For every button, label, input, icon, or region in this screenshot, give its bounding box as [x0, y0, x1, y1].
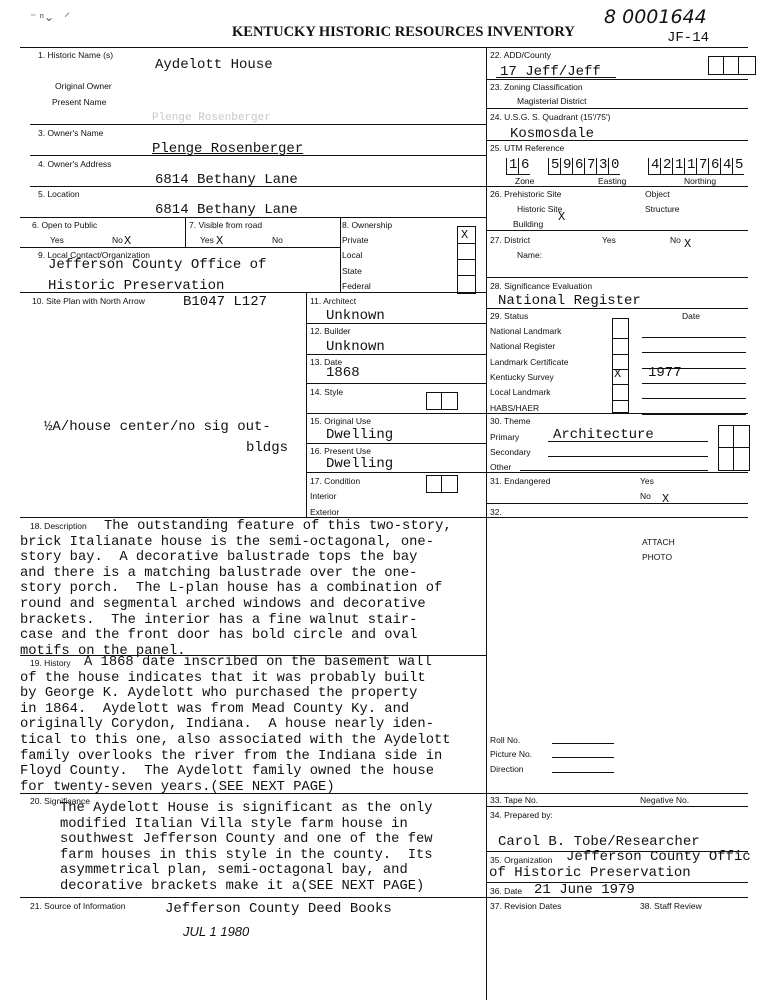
center-divider	[486, 47, 487, 1000]
present-name[interactable]: Plenge Rosenberger	[152, 112, 271, 124]
rule	[548, 441, 708, 442]
present-use[interactable]: Dwelling	[326, 456, 394, 472]
usgs-quadrant[interactable]: Kosmosdale	[510, 126, 595, 142]
rule	[20, 897, 748, 898]
rule	[552, 743, 614, 744]
status-item: Local Landmark	[490, 387, 551, 398]
status-kentucky-year[interactable]: 1977	[648, 365, 682, 381]
status-checkbox-column	[612, 318, 629, 413]
status-item: Landmark Certificate	[490, 356, 569, 367]
field-18-label: 18. Description	[30, 521, 87, 531]
field-27-label: 27. District	[490, 235, 531, 245]
utm-easting-digit[interactable]: 6	[572, 158, 584, 175]
field-14-label: 14. Style	[310, 387, 344, 397]
source-of-information[interactable]: Jefferson County Deed Books	[165, 901, 392, 917]
endangered-mark[interactable]: X	[662, 492, 670, 506]
status-item: Kentucky Survey	[490, 371, 554, 382]
corner-marks: ⁻ ⁿ⌄ ⸍	[30, 10, 71, 24]
style-boxes	[426, 392, 458, 410]
field-37-label: 37. Revision Dates	[490, 901, 562, 911]
status-kentucky-mark[interactable]: X	[614, 367, 622, 381]
field-20-label: 20. Significance	[30, 796, 91, 806]
status-date-line	[642, 352, 746, 353]
roll-label: Roll No.	[490, 735, 521, 745]
add-county-boxes	[708, 56, 756, 75]
condition-interior: Interior	[310, 491, 337, 501]
organization-line1[interactable]: Jefferson County Offic	[566, 849, 751, 865]
endangered-no: No	[640, 491, 651, 501]
site-building: Building	[513, 219, 544, 229]
field-12-label: 12. Builder	[310, 326, 351, 336]
condition-exterior: Exterior	[310, 507, 340, 517]
rule	[486, 277, 748, 278]
open-public-yes: Yes	[50, 235, 64, 245]
serial-number: 8 0001644	[604, 6, 707, 28]
utm-easting-digit[interactable]: 9	[560, 158, 572, 175]
field-3b-label: 3. Owner's Name	[38, 128, 104, 138]
attach-photo-1: ATTACH	[642, 537, 675, 547]
theme-primary[interactable]: Architecture	[553, 427, 654, 443]
rule	[306, 413, 486, 414]
significance-evaluation[interactable]: National Register	[498, 293, 641, 309]
description-text[interactable]: The outstanding feature of this two-story, brick Italianate house is the semi-octagonal, one- story bay. A decorative balustrade tops the bay and there is a matching balustrade over the one- story porch. The L-plan house has a combination of round and segmental arched windows and decorative brackets. The interior has a fine walnut stair- case and the front door has bold circle and oval motifs on the panel.	[20, 519, 452, 659]
utm-northing-digit[interactable]: 1	[684, 158, 696, 175]
field-38-label: 38. Staff Review	[640, 901, 702, 911]
status-date-line	[642, 398, 746, 399]
visible-road-mark[interactable]: X	[216, 234, 224, 248]
prepared-date[interactable]: 21 June 1979	[534, 882, 635, 898]
original-use[interactable]: Dwelling	[326, 427, 394, 443]
rule	[520, 470, 708, 471]
district-mark[interactable]: X	[684, 237, 692, 251]
picture-label: Picture No.	[490, 749, 533, 759]
rule	[457, 243, 475, 244]
top-border	[20, 47, 748, 48]
field-30-label: 30. Theme	[490, 416, 531, 426]
field-31-label: 31. Endangered	[490, 476, 551, 486]
ownership-local: Local	[342, 250, 363, 260]
rule	[306, 443, 486, 444]
form-title: KENTUCKY HISTORIC RESOURCES INVENTORY	[232, 24, 575, 40]
field-8-label: 8. Ownership	[342, 220, 393, 230]
ownership-federal: Federal	[342, 281, 371, 291]
field-19-label: 19. History	[30, 658, 71, 668]
rule	[20, 247, 340, 248]
field-15-label: 15. Original Use	[310, 416, 371, 426]
rule	[486, 108, 748, 109]
rule	[486, 503, 748, 504]
local-contact-line1[interactable]: Jefferson County Office of	[48, 257, 267, 273]
field-2-label: Original Owner	[55, 81, 112, 91]
utm-easting-digit[interactable]: 0	[608, 158, 620, 175]
history-text[interactable]: A 1868 date inscribed on the basement wall of the house indicates that it was probably built by George K. Aydelott who purchased the property in 1864. Aydelott was from Mead County Ky. and originally Corydon, Indiana. A house nearly iden- tical to this one, also associated with the Aydelott family overlooks the river from the Indiana side in Floyd County. The Aydelott family owned the house for twenty-seven years.(SEE NEXT PAGE)	[20, 655, 451, 795]
visible-road-yes: Yes	[200, 235, 214, 245]
rule	[486, 230, 748, 231]
field-28-label: 28. Significance Evaluation	[490, 281, 593, 291]
rule	[548, 456, 708, 457]
rule	[552, 772, 614, 773]
utm-northing-digit[interactable]: 4	[648, 158, 660, 175]
owner-address[interactable]: 6814 Bethany Lane	[155, 172, 298, 188]
theme-other-label: Other	[490, 462, 512, 472]
field-23b-label: Magisterial District	[517, 96, 587, 106]
status-item: HABS/HAER	[490, 402, 540, 413]
field-1-label: 1. Historic Name (s)	[38, 50, 114, 60]
owner-name[interactable]: Plenge Rosenberger	[152, 141, 304, 157]
site-building-mark[interactable]: X	[558, 210, 566, 224]
field-25-label: 25. UTM Reference	[490, 143, 565, 153]
direction-label: Direction	[490, 764, 524, 774]
rule	[340, 217, 341, 292]
field-21-label: 21. Source of Information	[30, 901, 126, 911]
field-5-label: 5. Location	[38, 189, 80, 199]
utm-northing-digit[interactable]: 6	[708, 158, 720, 175]
organization-line2[interactable]: of Historic Preservation	[489, 865, 691, 881]
field-22-label: 22. ADD/County	[490, 50, 551, 60]
field-10-label: 10. Site Plan with North Arrow	[32, 296, 145, 306]
rule	[552, 757, 614, 758]
field-13-label: 13. Date	[310, 357, 343, 367]
site-plan-note-1[interactable]: ½A/house center/no sig out-	[44, 419, 271, 435]
rule	[496, 77, 616, 78]
rule	[486, 806, 748, 807]
theme-secondary-label: Secondary	[490, 447, 531, 457]
rule	[457, 259, 475, 260]
utm-easting-label: Easting	[598, 176, 627, 186]
received-stamp: JUL 1 1980	[183, 924, 250, 939]
rule	[441, 475, 442, 492]
historic-name[interactable]: Aydelott House	[155, 57, 273, 73]
site-object: Object	[645, 189, 670, 199]
field-3-label: Present Name	[52, 97, 107, 107]
field-17-label: 17. Condition	[310, 476, 361, 486]
utm-easting-digit[interactable]: 7	[584, 158, 596, 175]
rule	[718, 447, 749, 448]
field-24-label: 24. U.S.G. S. Quadrant (15'/75')	[490, 112, 611, 122]
open-public-no: No	[112, 235, 123, 245]
rule	[306, 383, 486, 384]
rule	[185, 217, 186, 247]
attach-photo-2: PHOTO	[642, 552, 673, 562]
field-33-label: 33. Tape No.	[490, 795, 539, 805]
negative-label: Negative No.	[640, 795, 690, 805]
field-4-label: 4. Owner's Address	[38, 159, 112, 169]
ownership-private: Private	[342, 235, 369, 245]
field-7-label: 7. Visible from road	[189, 220, 263, 230]
condition-boxes	[426, 475, 458, 493]
local-contact-line2[interactable]: Historic Preservation	[48, 278, 225, 294]
rule	[486, 186, 748, 187]
utm-northing-digit[interactable]: 4	[720, 158, 732, 175]
field-32-label: 32.	[490, 507, 502, 517]
rule	[486, 793, 748, 794]
district-yes: Yes	[602, 235, 616, 245]
field-34-label: 34. Prepared by:	[490, 810, 553, 820]
location[interactable]: 6814 Bethany Lane	[155, 202, 298, 218]
field-11-label: 11. Architect	[310, 296, 357, 306]
rule	[738, 56, 739, 74]
ownership-private-mark[interactable]: X	[461, 228, 469, 242]
site-plan-code[interactable]: B1047 L127	[183, 294, 268, 310]
utm-northing-digit[interactable]: 2	[660, 158, 672, 175]
rule	[723, 56, 724, 74]
rule	[306, 472, 486, 473]
endangered-yes: Yes	[640, 476, 654, 486]
site-structure: Structure	[645, 204, 680, 214]
status-item: National Landmark	[490, 326, 562, 336]
architect[interactable]: Unknown	[326, 308, 385, 324]
status-date-line	[642, 414, 746, 415]
status-item: National Register	[490, 341, 556, 352]
utm-zone-digit[interactable]: 1	[506, 158, 518, 175]
utm-zone-digit[interactable]: 6	[518, 158, 530, 175]
site-plan-note-2[interactable]: bldgs	[246, 440, 289, 456]
prepared-by[interactable]: Carol B. Tobe/Researcher	[498, 834, 700, 850]
theme-primary-label: Primary	[490, 432, 520, 442]
utm-northing-label: Northing	[684, 176, 717, 186]
field-35-label: 35. Organization	[490, 855, 553, 865]
field-23-label: 23. Zoning Classification	[490, 82, 583, 92]
status-date-line	[642, 383, 746, 384]
field-9-label: 9. Local Contact/Organization	[38, 250, 150, 260]
utm-zone-label: Zone	[515, 176, 535, 186]
utm-easting-digit[interactable]: 3	[596, 158, 608, 175]
rule	[441, 392, 442, 409]
build-date[interactable]: 1868	[326, 365, 360, 381]
open-public-mark[interactable]: X	[124, 234, 132, 248]
site-historic: Historic Site	[517, 204, 563, 214]
add-county[interactable]: 17 Jeff/Jeff	[500, 64, 601, 80]
status-date-label: Date	[682, 311, 700, 321]
rule	[20, 517, 748, 518]
utm-northing-digit[interactable]: 5	[732, 158, 744, 175]
district-name-label: Name:	[517, 250, 543, 260]
visible-road-no: No	[272, 235, 283, 245]
builder[interactable]: Unknown	[326, 339, 385, 355]
theme-boxes	[718, 425, 750, 471]
field-36-label: 36. Date	[490, 886, 523, 896]
rule	[457, 275, 475, 276]
field-16-label: 16. Present Use	[310, 446, 371, 456]
field-6-label: 6. Open to Public	[32, 220, 98, 230]
field-29-label: 29. Status	[490, 311, 529, 321]
county-code: JF-14	[667, 30, 710, 46]
district-no: No	[670, 235, 681, 245]
rule	[486, 472, 748, 473]
status-date-line	[642, 337, 746, 338]
ownership-state: State	[342, 266, 362, 276]
utm-northing-digit[interactable]: 7	[696, 158, 708, 175]
utm-easting-digit[interactable]: 5	[548, 158, 560, 175]
utm-northing-digit[interactable]: 1	[672, 158, 684, 175]
rule	[306, 292, 307, 517]
significance-text[interactable]: The Aydelott House is significant as the only modified Italian Villa style farm house in southwest Jefferson County and one of the few farm houses in this style in the county. Its asymmetrical plan, semi-octagonal bay, and decorative brackets make it a(SEE NEXT PAGE)	[60, 801, 433, 894]
field-26-label: 26. Prehistoric Site	[490, 189, 562, 199]
